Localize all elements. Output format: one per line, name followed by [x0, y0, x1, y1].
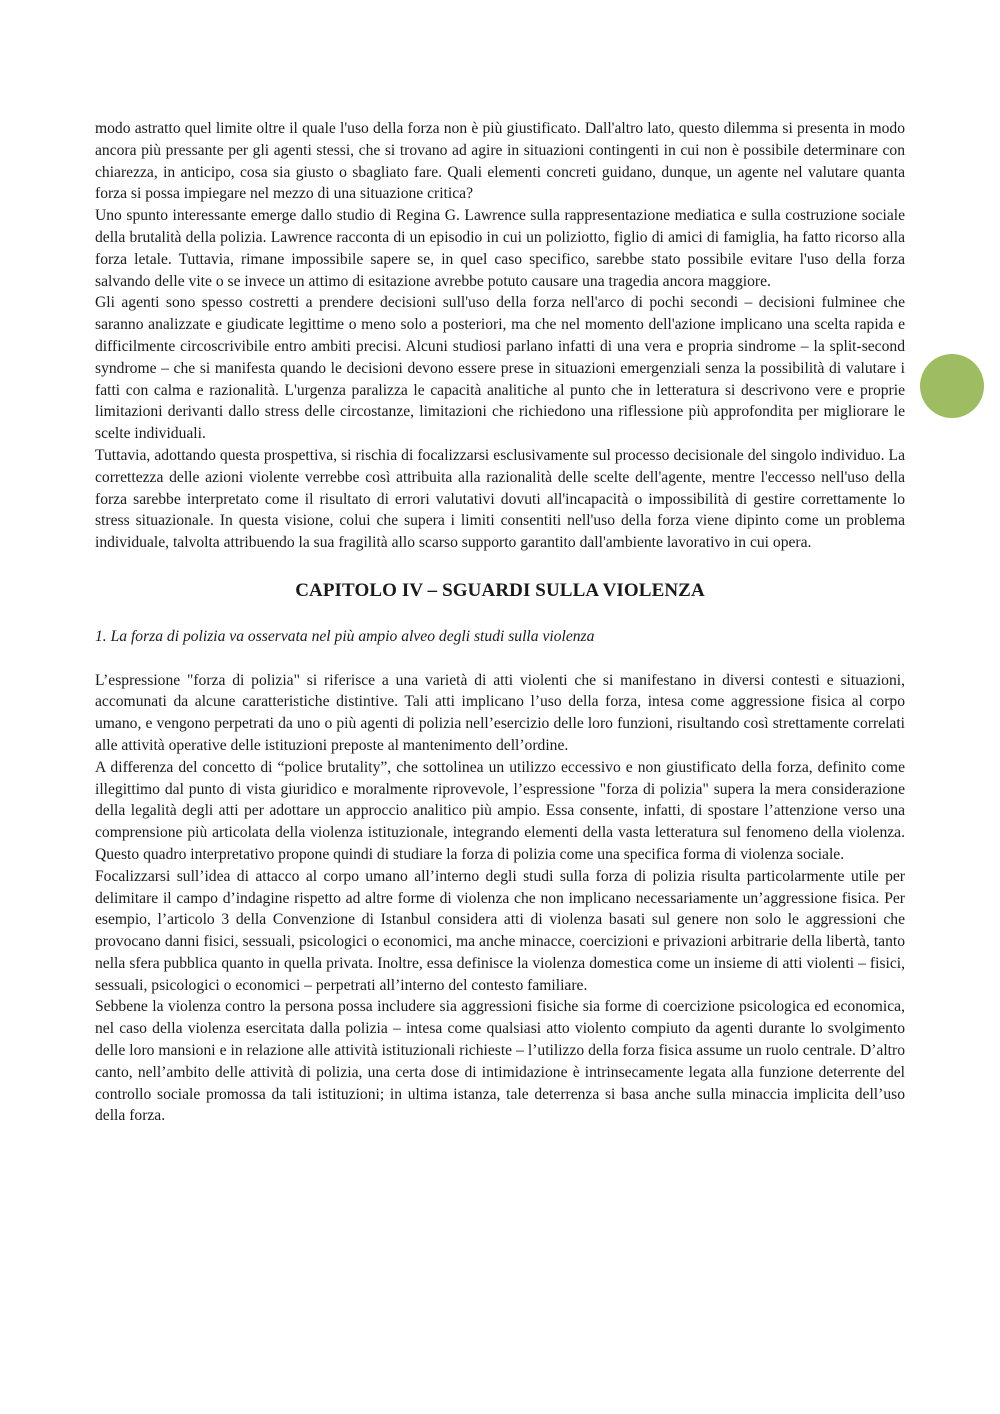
body-paragraph-2: Uno spunto interessante emerge dallo studio di Regina G. Lawrence sulla rappresentazione mediatica e sulla costruzione sociale della brutalità della polizia. Lawrence racconta di un episodio in cui un poliziotto, figlio di amici di famiglia, ha fatto ricorso alla forza letale. Tuttavia, rimane impossibile sapere se, in quel caso specifico, sarebbe stato possibile evitare l'uso della forza salvando delle vite o se invece un attimo di esitazione avrebbe potuto causare una tragedia ancora maggiore.: [95, 207, 905, 290]
body-paragraph-4: Tuttavia, adottando questa prospettiva, si rischia di focalizzarsi esclusivamente sul processo decisionale del singolo individuo. La correttezza delle azioni violente verrebbe così attribuita alla razionalità delle scelte dell'agente, mentre l'eccesso nell'uso della forza sarebbe interpretato come il risultato di errori valutativi dovuti all'incapacità o impossibilità di gestire correttamente lo stress situazionale. In questa visione, colui che supera i limiti consentiti nell'uso della forza viene dipinto come un problema individuale, talvolta attribuendo la sua fragilità allo scarso supporto garantito dall'ambiente lavorativo in cui opera.: [95, 446, 905, 552]
chapter-title: CAPITOLO IV – SGUARDI SULLA VIOLENZA: [295, 579, 705, 601]
page-content: [95, 118, 905, 1127]
section-paragraph-1: L’espressione "forza di polizia" si riferisce a una varietà di atti violenti che si manifestano in diversi contesti e situazioni, accomunati da alcune caratteristiche distintive. Tali atti implicano l’uso della forza, intesa come aggressione fisica al corpo umano, e vengono perpetrati da uno o più agenti di polizia nell’esercizio delle loro funzioni, risultando così strettamente correlati alle attività operative delle istituzioni preposte al mantenimento dell’ordine.: [95, 671, 905, 754]
section-paragraph-4: Sebbene la violenza contro la persona possa includere sia aggressioni fisiche sia forme di coercizione psicologica ed economica, nel caso della violenza esercitata dalla polizia – intesa come qualsiasi atto violento compiuto da agenti durante lo svolgimento delle loro mansioni e in relazione alle attività istituzionali richieste – l’utilizzo della forza fisica assume un ruolo centrale. D’altro canto, nell’ambito delle attività di polizia, una certa dose di intimidazione è intrinsecamente legata alla funzione deterrente del controllo sociale promossa da tali istituzioni; in ultima istanza, tale deterrenza si basa anche sulla minaccia implicita dell’uso della forza.: [95, 998, 905, 1125]
body-paragraph-3: Gli agenti sono spesso costretti a prendere decisioni sull'uso della forza nell'arco di pochi secondi – decisioni fulminee che saranno analizzate e giudicate legittime o meno solo a posteriori, ma che nel momento dell'azione implicano una scelta rapida e difficilmente circoscrivibile entro ambiti precisi. Alcuni studiosi parlano infatti di una vera e propria sindrome – la split-second syndrome – che si manifesta quando le decisioni devono essere prese in situazioni emergenziali senza la possibilità di valutare i fatti con calma e razionalità. L'urgenza paralizza le capacità analitiche al punto che in letteratura si descrivono vere e proprie limitazioni derivanti dallo stress delle circostanze, limitazioni che richiedono una riflessione più approfondita per migliorare le scelte individuali.: [95, 294, 905, 443]
body-paragraph-1: modo astratto quel limite oltre il quale l'uso della forza non è più giustificato. Dall'altro lato, questo dilemma si presenta in modo ancora più pressante per gli agenti stessi, che si trovano ad agire in situazioni contingenti in cui non è possibile determinare con chiarezza, in anticipo, cosa sia giusto o sbagliato fare. Quali elementi concreti guidano, dunque, un agente nel valutare quanta forza si possa impiegare nel mezzo di una situazione critica?: [95, 120, 905, 203]
section-title: 1. La forza di polizia va osservata nel più ampio alveo degli studi sulla violenza: [95, 627, 595, 645]
section-paragraph-3: Focalizzarsi sull’idea di attacco al corpo umano all’interno degli studi sulla forza di polizia risulta particolarmente utile per delimitare il campo d’indagine rispetto ad altre forme di violenza che non implicano necessariamente un’aggressione fisica. Per esempio, l’articolo 3 della Convenzione di Istanbul considera atti di violenza basati sul genere non solo le aggressioni che provocano danni fisici, sessuali, psicologici o economici, ma anche minacce, coercizioni e privazioni arbitrarie della libertà, tanto nella sfera pubblica quanto in quella privata. Inoltre, essa definisce la violenza domestica come un insieme di atti violenti – fisici, sessuali, psicologici o economici – perpetrati all’interno del contesto familiare.: [95, 867, 905, 994]
green-circle-marker: [920, 354, 984, 418]
section-paragraph-2: A differenza del concetto di “police brutality”, che sottolinea un utilizzo eccessivo e non giustificato della forza, definito come illegittimo dal punto di vista giuridico e moralmente riprovevole, l’espressione "forza di polizia" supera la mera considerazione della legalità degli atti per adottare un approccio analitico più ampio. Essa consente, infatti, di spostare l’attenzione verso una comprensione più articolata della violenza istituzionale, integrando elementi della vasta letteratura sul fenomeno della violenza. Questo quadro interpretativo propone quindi di studiare la forza di polizia come una specifica forma di violenza sociale.: [95, 758, 905, 863]
